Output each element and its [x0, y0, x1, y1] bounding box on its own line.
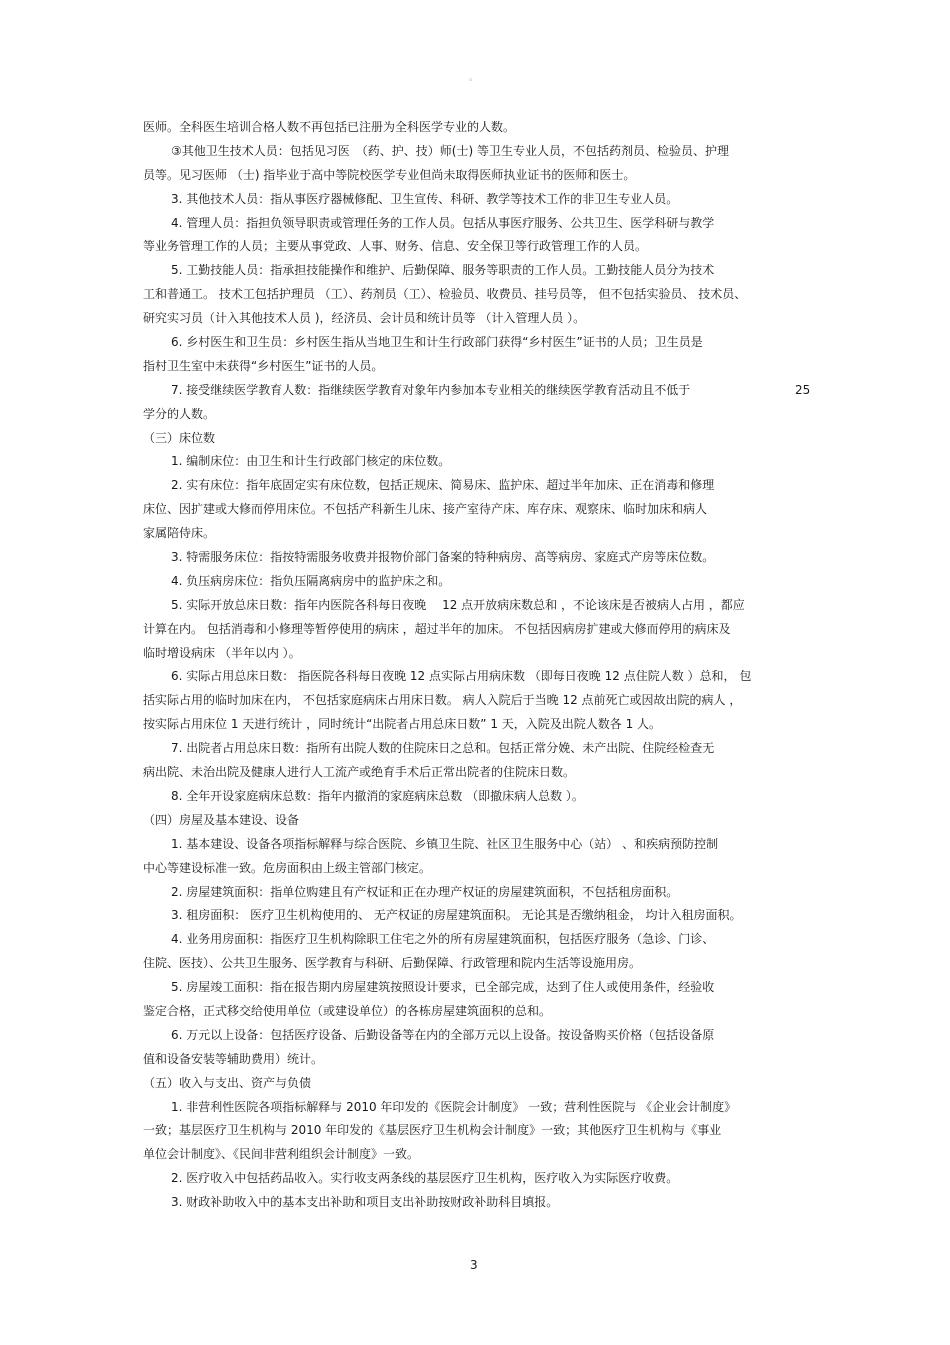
text-line-content: 2. 实有床位：指年底固定实有床位数，包括正规床、简易床、监护床、超过半年加床、正在消毒和修理: [171, 478, 715, 493]
text-line: [143, 713, 823, 737]
text-line: [143, 928, 823, 952]
text-line: [143, 761, 823, 785]
text-line: [143, 331, 823, 355]
text-line: [143, 307, 823, 331]
text-line-content: 员等。见习医师 （士) 指毕业于高中等院校医学专业但尚未取得医师执业证书的医师和医士。: [143, 167, 636, 182]
text-line: [143, 952, 823, 976]
text-line: [143, 1000, 823, 1024]
text-line-content: 3. 其他技术人员：指从事医疗器械修配、卫生宣传、科研、教学等技术工作的非卫生专业人员。: [171, 191, 679, 206]
text-line-content: 鉴定合格，正式移交给使用单位（或建设单位）的各栋房屋建筑面积的总和。: [143, 1003, 552, 1018]
text-line: [143, 570, 823, 594]
document-body: [143, 116, 823, 1215]
text-line: [143, 904, 823, 928]
text-line-content: 1. 非营利性医院各项指标解释与 2010 年印发的《医院会计制度》 一致；营利性医院与 《企业会计制度》: [171, 1099, 737, 1114]
text-line: [143, 1143, 823, 1167]
text-line: [143, 355, 823, 379]
text-line-content: 5. 房屋竣工面积：指在报告期内房屋建筑按照设计要求，已全部完成，达到了住人或使用条件，经验收: [171, 980, 715, 995]
text-line-content: 中心等建设标准一致。危房面积由上级主管部门核定。: [143, 860, 432, 875]
text-line-content: 3. 特需服务床位：指按特需服务收费并报物价部门备案的特种病房、高等病房、家庭式产房等床位数。: [171, 550, 715, 565]
text-line-content: ③其他卫生技术人员：包括见习医 （药、护、技）师(士) 等卫生专业人员，不包括药剂员、检验员、护理: [171, 143, 729, 158]
text-line-content: 值和设备安装等辅助费用）统计。: [143, 1051, 324, 1066]
text-line-content: 6. 实际占用总床日数： 指医院各科每日夜晚 12 点实际占用病床数 （即每日夜晚 12 点住院人数 ）总和， 包: [171, 669, 752, 684]
text-line: [143, 116, 823, 140]
text-line-content: 床位、因扩建或大修而停用床位。不包括产科新生儿床、接产室待产床、库存床、观察床、临时加床和病人: [143, 502, 708, 517]
text-line: [143, 403, 823, 427]
text-line-content: 2. 房屋建筑面积：指单位购建且有产权证和正在办理产权证的房屋建筑面积，不包括租房面积。: [171, 884, 679, 899]
text-line-content: 8. 全年开设家庭病床总数：指年内撤消的家庭病床总数 （即撤床病人总数 ）。: [171, 788, 584, 803]
text-line-content: （四）房屋及基本建设、设备: [143, 812, 300, 827]
text-line: [143, 785, 823, 809]
text-line: [143, 1119, 823, 1143]
text-line: [143, 618, 823, 642]
text-line-content: 7. 出院者占用总床日数：指所有出院人数的住院床日之总和。包括正常分娩、未产出院、住院经检查无: [171, 741, 715, 756]
text-line: [143, 498, 823, 522]
text-line: [143, 259, 823, 283]
text-line-content: 4. 负压病房床位：指负压隔离病房中的监护床之和。: [171, 573, 451, 588]
page-number: 3: [470, 1258, 478, 1272]
text-line: [143, 235, 823, 259]
text-line: [143, 689, 823, 713]
text-line: [143, 881, 823, 905]
text-line: [143, 283, 823, 307]
text-line-content: 工和普通工。 技术工包括护理员 （工）、药剂员（工）、检验员、收费员、挂号员等， 但不包括实验员、 技术员、: [143, 287, 747, 302]
text-line-content: 等业务管理工作的人员；主要从事党政、人事、财务、信息、安全保卫等行政管理工作的人员。: [143, 239, 648, 254]
text-line: [143, 140, 823, 164]
text-line-content: 1. 编制床位：由卫生和计生行政部门核定的床位数。: [171, 454, 451, 469]
text-line-content: 4. 管理人员：指担负领导职责或管理任务的工作人员。包括从事医疗服务、公共卫生、医学科研与教学: [171, 215, 715, 230]
text-line: [143, 857, 823, 881]
text-line: [143, 594, 823, 618]
text-line: [143, 379, 823, 403]
text-line: [143, 474, 823, 498]
text-line-content: 括实际占用的临时加床在内， 不包括家庭病床占用床日数。 病人入院后于当晚 12 点前死亡或因故出院的病人 ，: [143, 693, 742, 708]
text-line-content: 5. 实际开放总床日数：指年内医院各科每日夜晚 12 点开放病床数总和 ，不论该床是否被病人占用 ，都应: [171, 597, 745, 612]
text-line: [143, 427, 823, 451]
text-line-content: 按实际占用床位 1 天进行统计 ，同时统计“出院者占用总床日数” 1 天，入院及出院人数各 1 人。: [143, 717, 662, 732]
text-line: [143, 809, 823, 833]
text-line: [143, 212, 823, 236]
text-line-content: 病出院、未治出院及健康人进行人工流产或绝育手术后正常出院者的住院床日数。: [143, 765, 576, 780]
text-line-content: 6. 万元以上设备：包括医疗设备、后勤设备等在内的全部万元以上设备。按设备购买价格（包括设备原: [171, 1027, 715, 1042]
text-line: [143, 1072, 823, 1096]
text-line-content: 4. 业务用房面积：指医疗卫生机构除职工住宅之外的所有房屋建筑面积，包括医疗服务（急诊、门诊、: [171, 932, 715, 947]
text-line-content: 5. 工勤技能人员：指承担技能操作和维护、后勤保障、服务等职责的工作人员。工勤技能人员分为技术: [171, 263, 715, 278]
text-line-content: （三）床位数: [143, 430, 216, 445]
text-line: [143, 188, 823, 212]
text-line: [143, 665, 823, 689]
text-line-content: 临时增设病床 （半年以内 ）。: [143, 645, 301, 660]
text-line: [143, 833, 823, 857]
text-line: [143, 737, 823, 761]
text-line: [143, 642, 823, 666]
text-line-content: 指村卫生室中未获得“乡村医生”证书的人员。: [143, 358, 384, 373]
text-line-content: 7. 接受继续医学教育人数：指继续医学教育对象年内参加本专业相关的继续医学教育活动且不低于: [171, 382, 691, 397]
text-line-content: 一致；基层医疗卫生机构与 2010 年印发的《基层医疗卫生机构会计制度》一致；其他医疗卫生机构与《事业: [143, 1123, 722, 1138]
text-line: [143, 1096, 823, 1120]
text-line: [143, 1024, 823, 1048]
text-line: [143, 1167, 823, 1191]
text-line: [143, 1191, 823, 1215]
text-line-content: （五）收入与支出、资产与负债: [143, 1075, 312, 1090]
text-line-content: 计算在内。 包括消毒和小修理等暂停使用的病床 ，超过半年的加床。 不包括因病房扩建或大修而停用的病床及: [143, 621, 731, 636]
text-line: [143, 976, 823, 1000]
text-line-content: 家属陪侍床。: [143, 526, 216, 541]
text-line: [143, 450, 823, 474]
text-line-content: 1. 基本建设、设备各项指标解释与综合医院、乡镇卫生院、社区卫生服务中心（站） 、和疾病预防控制: [171, 836, 719, 851]
text-line-content: 3. 财政补助收入中的基本支出补助和项目支出补助按财政补助科目填报。: [171, 1195, 559, 1210]
text-line-content: 6. 乡村医生和卫生员：乡村医生指从当地卫生和计生行政部门获得“乡村医生”证书的人员；卫生员是: [171, 335, 703, 350]
text-line-content: 研究实习员（计入其他技术人员 )，经济员、会计员和统计员等 （计入管理人员 ）。: [143, 311, 586, 326]
text-line-trailing-number: 25: [795, 382, 811, 397]
text-line-content: 学分的人数。: [143, 406, 216, 421]
text-line-content: 单位会计制度》、《民间非营利组织会计制度》一致。: [143, 1147, 420, 1162]
text-line: [143, 164, 823, 188]
text-line: [143, 522, 823, 546]
text-line-content: 3. 租房面积： 医疗卫生机构使用的、 无产权证的房屋建筑面积。 无论其是否缴纳租金， 均计入租房面积。: [171, 908, 742, 923]
text-line: [143, 1048, 823, 1072]
top-mark: 。: [469, 73, 479, 83]
text-line: [143, 546, 823, 570]
text-line-content: 医师。全科医生培训合格人数不再包括已注册为全科医学专业的人数。: [143, 120, 516, 134]
text-line-content: 住院、医技）、公共卫生服务、医学教育与科研、后勤保障、行政管理和院内生活等设施用房。: [143, 956, 642, 971]
text-line-content: 2. 医疗收入中包括药品收入。实行收支两条线的基层医疗卫生机构，医疗收入为实际医疗收费。: [171, 1171, 679, 1186]
